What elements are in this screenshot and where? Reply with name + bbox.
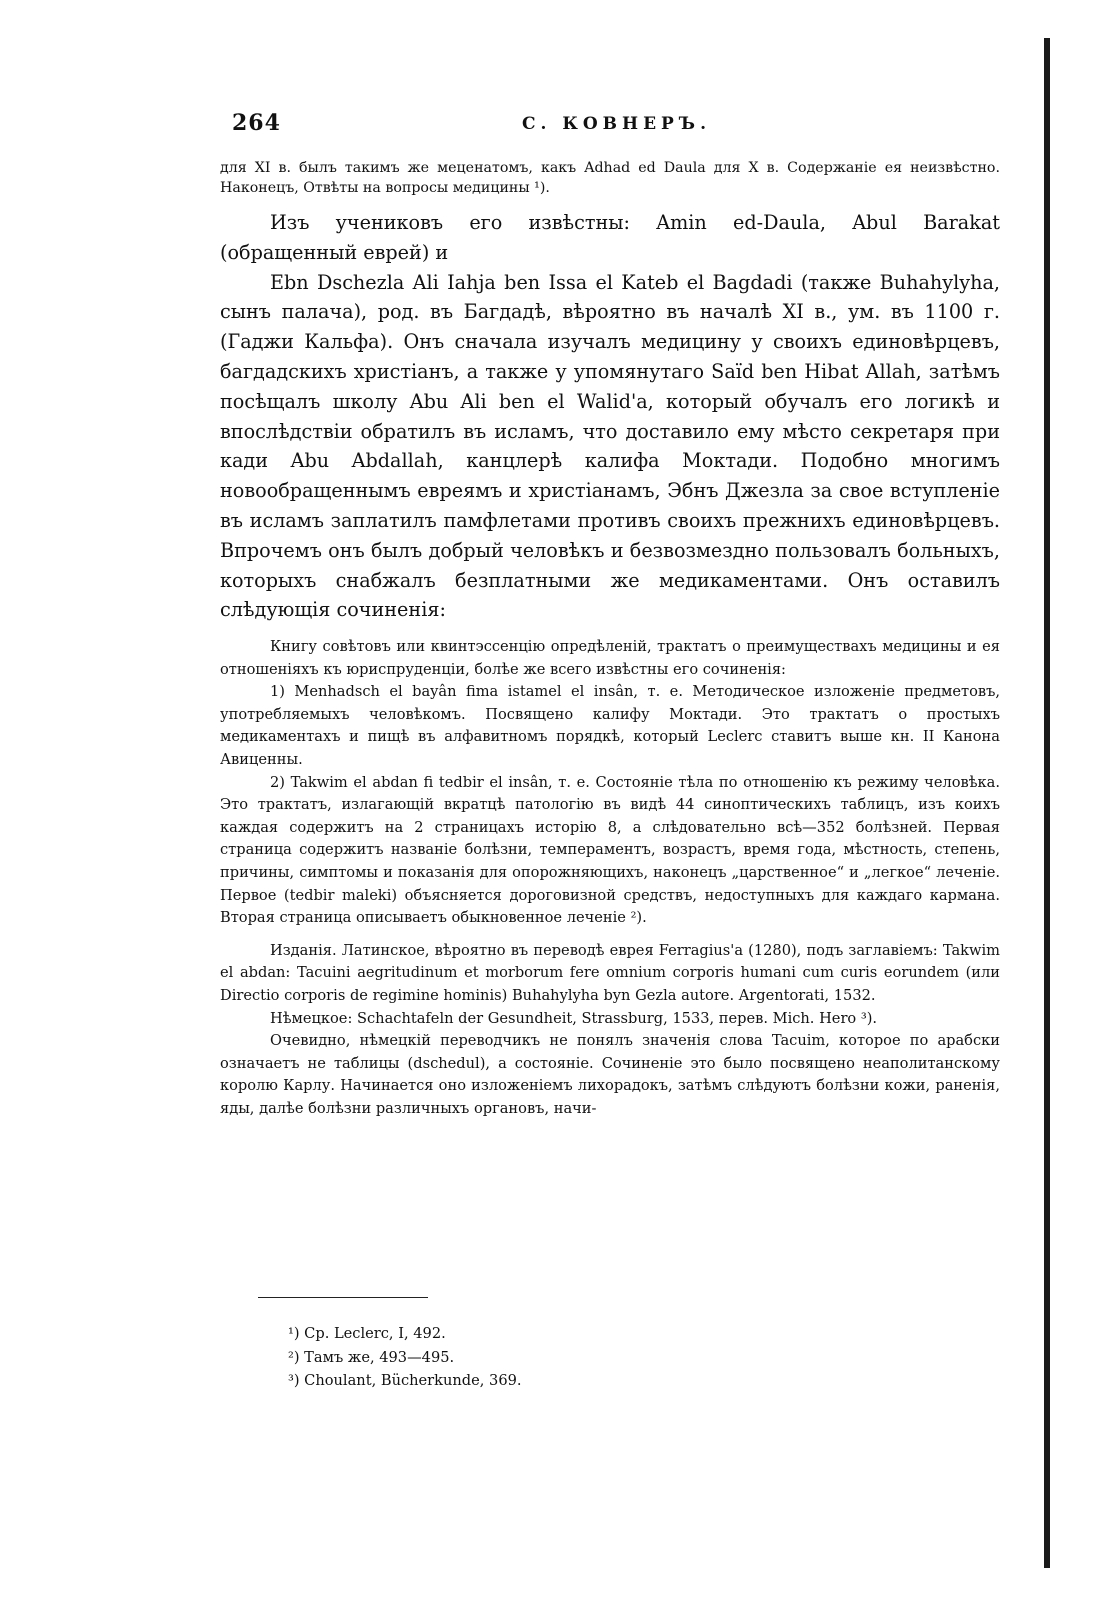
footnote-2: ²) Тамъ же, 493—495. [288, 1348, 455, 1366]
footnote-divider [258, 1297, 428, 1298]
running-title: С. КОВНЕРЪ. [522, 114, 711, 134]
footnote-3: ³) Choulant, Bücherkunde, 369. [288, 1372, 522, 1389]
page-number: 264 [232, 110, 281, 136]
students-paragraph: Изъ учениковъ его извѣстны: Amin ed-Daula, Abul Barakat (обращенный еврей) и [220, 211, 1000, 264]
works-intro: Книгу совѣтовъ или квинтэссенцію опредѣленій, трактатъ о преимуществахъ медицины и ея отношеніяхъ къ юриспруденціи, болѣе же всего извѣстны его сочиненія: [220, 638, 1000, 678]
translator-remark: Очевидно, нѣмецкій переводчикъ не понялъ значенія слова Tacuim, которое по арабски означаетъ не таблицы (dschedul), а состояніе. Сочиненіе это было посвящено неаполитанскому королю Карлу. Начинается оно изложеніемъ лихорадокъ, затѣмъ слѣдуютъ болѣзни кожи, раненія, яды, далѣе болѣзни различныхъ органовъ, начи- [220, 1032, 1000, 1117]
footnotes [288, 1322, 522, 1393]
ebn-dschezla-paragraph: Ebn Dschezla Ali Iahja ben Issa el Kateb el Bagdadi (также Buhahylyha, сынъ палача), род. въ Багдадѣ, вѣроятно въ началѣ XI в., ум. въ 1100 г. (Гаджи Кальфа). Онъ сначала изучалъ медицину у своихъ единовѣрцевъ, багдадскихъ христіанъ, а также у упомянутаго Saïd ben Hibat Allah, затѣмъ посѣщалъ школу Abu Ali ben el Walid'a, который обучалъ его логикѣ и впослѣдствіи обратилъ въ исламъ, что доставило ему мѣсто секретаря при кади Abu Abdallah, канцлерѣ калифа Моктади. Подобно многимъ новообращеннымъ евреямъ и христіанамъ, Эбнъ Джезла за свое вступленіе въ исламъ заплатилъ памфлетами противъ своихъ прежнихъ единовѣрцевъ. Впрочемъ онъ былъ добрый человѣкъ и безвозмездно пользовалъ больныхъ, которыхъ снабжалъ безплатными же медикаментами. Онъ оставилъ слѣдующія сочиненія: [220, 270, 1000, 622]
german-edition: Нѣмецкое: Schachtafeln der Gesundheit, Strassburg, 1533, перев. Mich. Hero ³). [270, 1009, 878, 1027]
intro-paragraph [220, 158, 1000, 198]
footnote-1: ¹) Ср. Leclerc, I, 492. [288, 1325, 446, 1342]
intro-text: для XI в. былъ такимъ же меценатомъ, какъ Adhad ed Daula для X в. Содержаніе ея неизвѣстно. Наконецъ, Отвѣты на вопросы медицины ¹). [220, 160, 1000, 197]
works-block [220, 636, 1000, 1120]
main-text-block [220, 208, 1000, 625]
editions-paragraph: Изданія. Латинское, вѣроятно въ переводѣ еврея Ferragius'а (1280), подъ заглавіемъ: Takwim el abdan: Tacuini aegritudinum et morborum fere omnium corporis humani cum curis eorundem (или Directio corporis de regimine hominis) Buhahylyha byn Gezla autore. Argentorati, 1532. [220, 941, 1000, 1004]
page-binding-edge [1044, 38, 1050, 1568]
work-1-entry: 1) Menhadsch el bayân fima istamel el insân, т. е. Методическое изложеніе предметовъ, употребляемыхъ человѣкомъ. Посвящено калифу Моктади. Это трактатъ о простыхъ медикаментахъ и пищѣ въ алфавитномъ порядкѣ, который Leclerc ставитъ выше кн. II Канона Авиценны. [220, 683, 1000, 768]
work-2-entry: 2) Takwim el abdan fi tedbir el insân, т. е. Состояніе тѣла по отношенію къ режиму человѣка. Это трактатъ, излагающій вкратцѣ патологію въ видѣ 44 синоптическихъ таблицъ, изъ коихъ каждая содержитъ на 2 страницахъ исторію 8, а слѣдовательно всѣ—352 болѣзней. Первая страница содержитъ названіе болѣзни, темпераментъ, возрастъ, время года, мѣстность, степень, причины, симптомы и показанія для опорожняющихъ, наконецъ „царственное“ и „легкое“ леченіе. Первое (tedbir maleki) объясняется дороговизной средствъ, недоступныхъ для каждаго кармана. Вторая страница описываетъ обыкновенное леченіе ²). [220, 773, 1000, 927]
